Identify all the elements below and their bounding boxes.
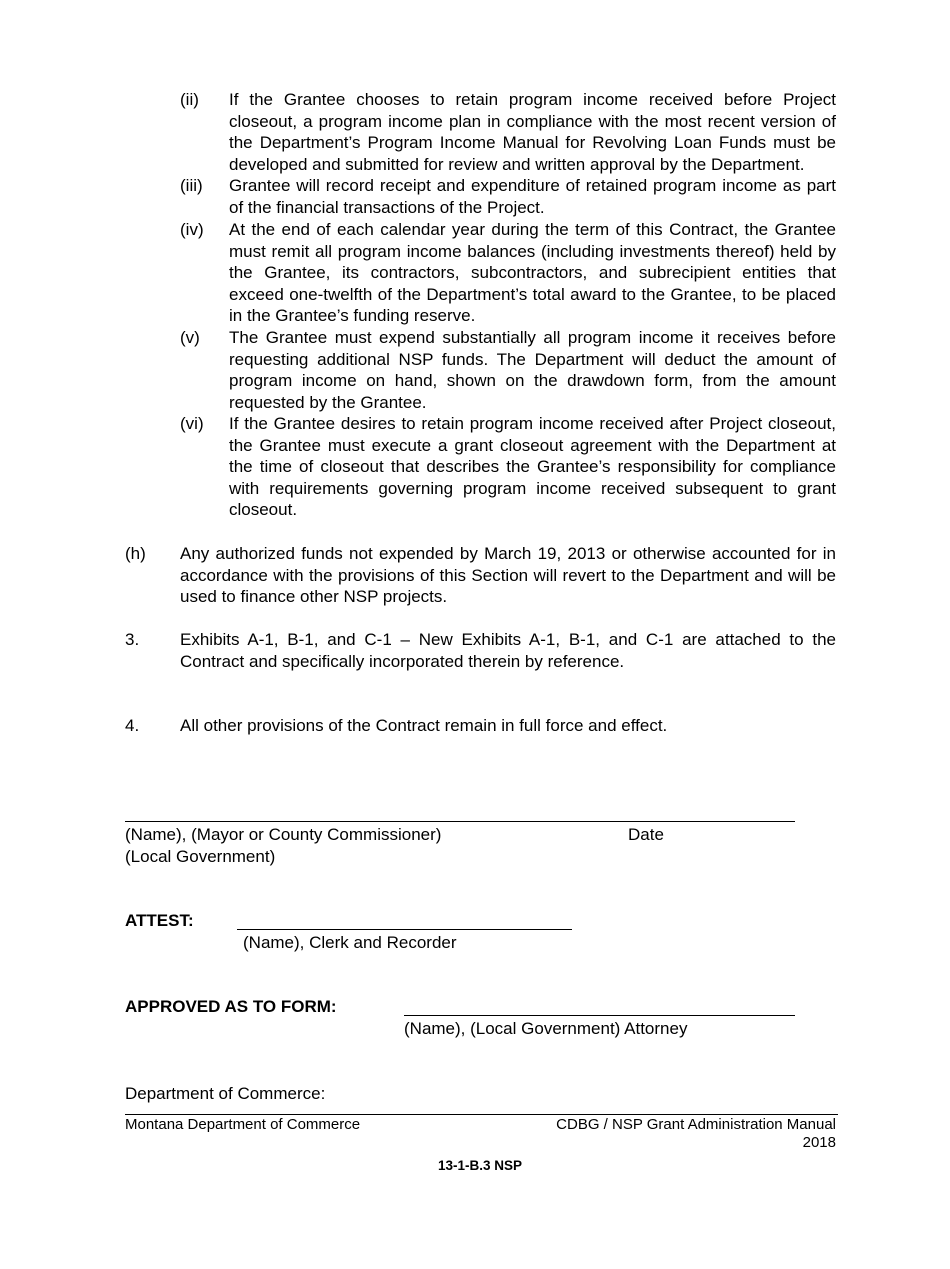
item-number: (iv) (180, 220, 204, 239)
item-text: If the Grantee desires to retain program income received after Project closeout, the Grantee must execute a grant closeout agreement with the Department at the time of closeout that describes the Grantee’s responsibility for compliance with requirements governing program income received subsequent to grant closeout. (229, 414, 836, 520)
item-number: (vi) (180, 414, 204, 433)
footer-right-title: CDBG / NSP Grant Administration Manual (556, 1116, 836, 1133)
attorney-label: (Name), (Local Government) Attorney (404, 1019, 688, 1038)
paragraph-number: 3. (125, 630, 140, 649)
item-number: (iii) (180, 176, 203, 195)
department-label: Department of Commerce: (125, 1084, 326, 1103)
date-label: Date (628, 825, 664, 844)
item-number: (ii) (180, 90, 199, 109)
footer-right-year: 2018 (802, 1134, 836, 1151)
attest-label: ATTEST: (125, 911, 194, 930)
paragraph-text: All other provisions of the Contract remain in full force and effect. (180, 716, 668, 735)
clerk-label: (Name), Clerk and Recorder (243, 933, 457, 952)
paragraph-text: Exhibits A-1, B-1, and C-1 – New Exhibits A-1, B-1, and C-1 are attached to the Contract and specifically incorporated therein by reference. (180, 630, 836, 671)
paragraph-number: 4. (125, 716, 140, 735)
item-text: Grantee will record receipt and expenditure of retained program income as part of the financial transactions of the Project. (229, 176, 836, 217)
local-government-label: (Local Government) (125, 847, 276, 866)
page-identifier: 13-1-B.3 NSP (437, 1158, 523, 1173)
signature-line-clerk (237, 929, 572, 930)
official-name-title: (Name), (Mayor or County Commissioner) (125, 825, 442, 844)
item-text: At the end of each calendar year during the term of this Contract, the Grantee must remit all program income balances (including investments thereof) held by the Grantee, its contractors, subcontractors, and subrecipient entities that exceed one-twelfth of the Department’s total award to the Grantee, to be placed in the Grantee’s funding reserve. (229, 220, 836, 326)
paragraph-text: Any authorized funds not expended by March 19, 2013 or otherwise accounted for in accordance with the provisions of this Section will revert to the Department and will be used to finance other NSP projects. (180, 544, 836, 607)
paragraph-number: (h) (125, 544, 146, 563)
item-number: (v) (180, 328, 200, 347)
approved-as-to-form-label: APPROVED AS TO FORM: (125, 997, 337, 1016)
item-text: If the Grantee chooses to retain program income received before Project closeout, a program income plan in compliance with the most recent version of the Department’s Program Income Manual for Revolving Loan Funds must be developed and submitted for review and written approval by the Department. (229, 90, 836, 174)
footer-left-text: Montana Department of Commerce (125, 1116, 361, 1133)
item-text: The Grantee must expend substantially all program income it receives before requesting additional NSP funds. The Department will deduct the amount of program income on hand, shown on the drawdown form, from the amount requested by the Grantee. (229, 328, 836, 412)
footer-rule (125, 1114, 838, 1115)
signature-line-attorney (404, 1015, 795, 1016)
signature-line-official (125, 821, 795, 822)
